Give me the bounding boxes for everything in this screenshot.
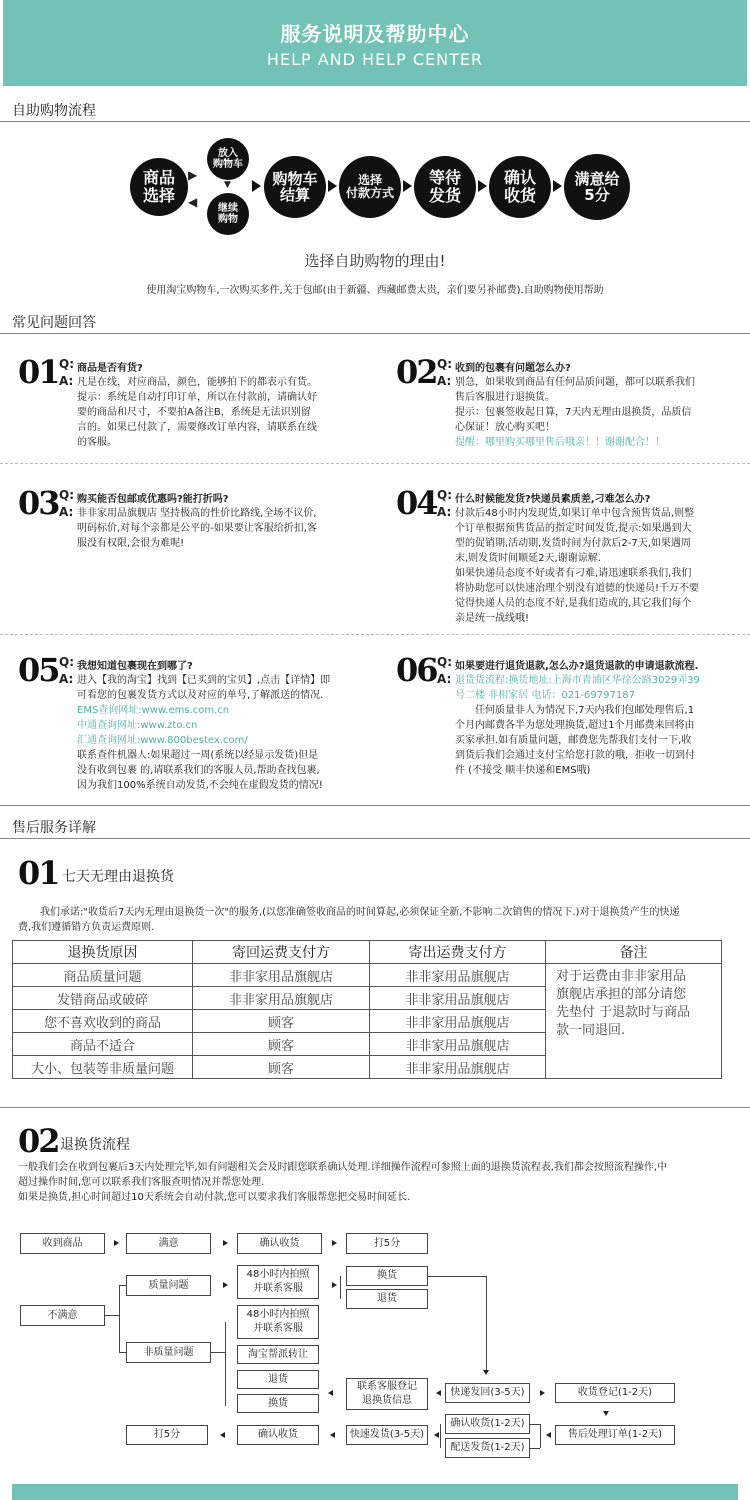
step-wait-shipping: 等待 发货	[414, 156, 476, 218]
arrow-icon	[252, 180, 261, 192]
table-cell: 非非家用品旗舰店	[370, 1056, 546, 1079]
step-rate-5-stars: 满意给 5分	[564, 154, 630, 220]
arrow-icon	[478, 180, 487, 192]
q-label: Q:	[437, 655, 452, 669]
header-banner	[3, 0, 747, 86]
arrow-icon	[328, 180, 337, 192]
a-label: A:	[437, 505, 452, 519]
faq-answer: 凡是在线，对应商品，颜色，能够拍下的都表示有货。 提示：系统是自动打印订单，所以在付款前，请确认好 要的商品和尺寸，不要拍A备注B，系统是无法识别留 言的。如果已付款了，需要修改订单内容，请联系在线 的客服。	[77, 377, 317, 448]
table-row	[13, 964, 722, 987]
arrow-icon: ▶	[188, 168, 198, 182]
table-cell: 非非家用品旗舰店	[370, 1010, 546, 1033]
q-label: Q:	[59, 655, 74, 669]
divider	[0, 1107, 750, 1108]
section-number: 01	[18, 854, 59, 892]
flow-transfer: 淘宝帮派转让	[237, 1345, 319, 1364]
arrow-left-icon	[220, 1432, 225, 1438]
arrow-icon	[540, 1390, 545, 1396]
arrow-icon	[223, 1240, 228, 1246]
tracking-link-ems[interactable]: EMS查询网址:www.ems.com.cn	[77, 705, 230, 716]
flow-refund-2: 退货	[237, 1370, 319, 1389]
tracking-link-zto[interactable]: 中通查询网址:www.zto.cn	[77, 720, 198, 731]
policy-text: 我们承诺:"收货后7天内无理由退换货一次"的服务,(以您准确签收商品的时间算起,必须保证全新,不影响二次销售的情况下.)对于退换货产生的快递 费,我们遵循错方负责运费原则.	[18, 907, 680, 933]
faq-number: 04	[396, 484, 437, 522]
flow-confirm: 确认收货	[237, 1233, 322, 1254]
table-cell: 大小、包装等非质量问题	[13, 1056, 193, 1079]
table-header: 备注	[546, 941, 722, 964]
tracking-link-800best[interactable]: 汇通查询网址:www.800bestex.com/	[77, 735, 248, 746]
arrow-left-icon	[328, 1390, 333, 1396]
faq-answer: 别急，如果收到商品有任何品质问题，都可以联系我们 售后客服进行退换货。 提示：包裹签收起日算，7天内无理由退换货，品质信 心保证！放心购买吧！ 提醒：哪里购买哪里售后哦亲！！谢谢配合！！	[455, 377, 695, 448]
arrow-left-icon	[436, 1390, 441, 1396]
flow-receipt-register: 收货登记(1-2天)	[555, 1383, 675, 1403]
table-cell: 顾客	[193, 1010, 370, 1033]
table-cell: 顾客	[193, 1033, 370, 1056]
return-policy-table	[12, 940, 722, 1079]
faq-number: 01	[18, 353, 59, 391]
arrow-left-icon	[434, 1432, 439, 1438]
divider	[0, 634, 750, 635]
faq-answer: 付款后48小时内发现货,如果订单中包含预售货品,则整 个订单根据预售货品的指定时间发货,提示:如果遇到大 型的促销期,活动期,发货时间为付款后2-7天,如果遇周 末,则发货时间顺延2天,谢谢谅解. 如果快递员态度不好或者有刁难,请迅速联系我们,我们 将协助您可以快速治理个别没有道德的快递员!千万不要 觉得快递人员的态度不好,是我们造成的,其它我们每个 亲是统一战线哦!	[455, 508, 700, 624]
flow-deliver: 配送发货(1-2天)	[445, 1438, 530, 1458]
table-note: 对于运费由非非家用品 旗舰店承担的部分请您 先垫付 于退款时与商品 款一同退回.	[546, 964, 722, 1079]
faq-number: 06	[396, 651, 437, 689]
section-title: 七天无理由退换货	[62, 869, 174, 885]
arrow-down-icon	[603, 1411, 609, 1416]
flow-register: 联系客服登记 退换货信息	[346, 1378, 428, 1410]
footer-bar	[12, 1484, 738, 1500]
section-heading-self-service: 自助购物流程	[12, 103, 96, 119]
section-number: 02	[18, 1122, 59, 1160]
flow-quality: 质量问题	[126, 1275, 211, 1296]
table-cell: 顾客	[193, 1056, 370, 1079]
table-header: 退换货原因	[13, 941, 193, 964]
a-label: A:	[437, 672, 452, 686]
flow-exchange-2: 换货	[237, 1394, 319, 1413]
flow-receive: 收到商品	[20, 1233, 105, 1254]
flow-photo-2: 48小时内拍照 并联系客服	[237, 1305, 319, 1339]
banner-title-cn: 服务说明及帮助中心	[280, 22, 470, 46]
arrow-left-icon	[330, 1432, 335, 1438]
step-add-to-cart: 放入 购物车	[207, 138, 249, 180]
arrow-down-icon	[483, 1370, 489, 1375]
process-text: 一般我们会在收到包裹后3天内处理完毕,如有问题相关会及时跟您联系确认处理.详细操作流程可参照上面的退换货流程表,我们都会按照流程操作,中 超过操作时间,您可以联系我们客服查明情况并帮您处理. 如果是换货,担心时间超过10天系统会自动付款,您可以要求我们客服帮您把交易时间延长.	[18, 1162, 668, 1203]
table-header: 寄回运费支付方	[193, 941, 370, 964]
table-cell: 商品不适合	[13, 1033, 193, 1056]
flow-fast-send: 快速发货(3-5天)	[346, 1425, 428, 1445]
flow-after-sale-order: 售后处理订单(1-2天)	[555, 1425, 675, 1445]
arrow-icon	[332, 1282, 337, 1288]
divider	[0, 463, 750, 464]
arrow-icon: ◀	[188, 195, 198, 209]
arrow-icon	[114, 1240, 119, 1246]
faq-answer: 退货货流程:换货地址:上海市青浦区华徐公路3029弄39 号二楼 非相家居 电话：021-69797187 任何质量非人为情况下,7天内我们包邮处理售后,1 个月内邮费各半为您处理换货,超过1个月邮费来回将由 买家承担.如有质量问题，邮费您先帮我们支付一下,收 到货后我们会通过支付宝给您打款的哦，拒收一切到付 件 (不接受 顺丰快递和EMS哦)	[455, 675, 700, 776]
a-label: A:	[437, 374, 452, 388]
table-cell: 非非家用品旗舰店	[370, 964, 546, 987]
table-cell: 非非家用品旗舰店	[370, 987, 546, 1010]
faq-number: 05	[18, 651, 59, 689]
flow-refund: 退货	[346, 1289, 428, 1309]
arrow-left-icon	[546, 1432, 551, 1438]
faq-question: 商品是否有货?	[77, 363, 143, 374]
table-cell: 非非家用品旗舰店	[370, 1033, 546, 1056]
flow-fast-return: 快递发回(3-5天)	[445, 1383, 530, 1403]
reason-text: 使用淘宝购物车,一次购买多件,关于包邮(由于新疆、西藏邮费太贵，亲们要另补邮费).自助购物使用帮助	[146, 285, 604, 296]
step-confirm-receipt: 确认 收货	[489, 156, 551, 218]
divider	[0, 333, 750, 334]
flow-confirm-2: 确认收货	[237, 1425, 319, 1445]
faq-question: 我想知道包裹现在到哪了?	[77, 661, 193, 672]
q-label: Q:	[59, 357, 74, 371]
section-heading-after-sale: 售后服务详解	[12, 820, 96, 836]
a-label: A:	[59, 672, 74, 686]
q-label: Q:	[437, 488, 452, 502]
flow-nonquality: 非质量问题	[126, 1342, 211, 1363]
faq-question: 购买能否包邮或优惠吗?能打折吗?	[77, 494, 229, 505]
q-label: Q:	[59, 488, 74, 502]
divider	[0, 805, 750, 806]
table-header: 寄出运费支付方	[370, 941, 546, 964]
faq-number: 02	[396, 353, 437, 391]
step-select-product: 商品 选择	[130, 158, 188, 216]
faq-number: 03	[18, 484, 59, 522]
banner-title-en: HELP AND HELP CENTER	[266, 50, 484, 69]
faq-question: 收到的包裹有问题怎么办?	[455, 363, 571, 374]
table-cell: 非非家用品旗舰店	[193, 987, 370, 1010]
arrow-down-icon: ▼	[224, 180, 231, 190]
section-heading-faq: 常见问题回答	[12, 315, 96, 331]
arrow-icon	[403, 180, 412, 192]
section-title: 退换货流程	[60, 1137, 130, 1153]
flow-photo-1: 48小时内拍照 并联系客服	[237, 1265, 319, 1299]
faq-question: 如果要进行退货退款,怎么办?退货退款的申请退款流程.	[455, 661, 699, 672]
a-label: A:	[59, 374, 74, 388]
table-cell: 非非家用品旗舰店	[193, 964, 370, 987]
a-label: A:	[59, 505, 74, 519]
step-continue-shopping: 继续 购物	[207, 193, 249, 235]
arrow-icon	[553, 180, 562, 192]
flow-rate5: 打5分	[346, 1233, 428, 1254]
step-cart-checkout: 购物车 结算	[264, 156, 326, 218]
step-choose-payment: 选择 付款方式	[339, 156, 401, 218]
flow-confirm-receipt: 确认收货(1-2天)	[445, 1414, 530, 1434]
table-cell: 商品质量问题	[13, 964, 193, 987]
table-cell: 发错商品或破碎	[13, 987, 193, 1010]
divider	[0, 121, 750, 122]
arrow-icon	[332, 1240, 337, 1246]
flow-satisfied: 满意	[126, 1233, 211, 1254]
flow-rate5-b: 打5分	[126, 1425, 208, 1445]
flow-exchange: 换货	[346, 1266, 428, 1286]
q-label: Q:	[437, 357, 452, 371]
table-cell: 您不喜欢收到的商品	[13, 1010, 193, 1033]
faq-answer: 非非家用品旗舰店 坚持极高的性价比路线,全场不议价, 明码标价,对每个亲都是公平的-如果要让客服给折扣,客 服没有权限,会很为难呢!	[77, 508, 317, 549]
reason-title: 选择自助购物的理由!	[304, 252, 446, 270]
faq-answer: 进入【我的淘宝】找到【已买到的宝贝】,点击【详情】即 可看您的包裹发货方式以及对应的单号,了解派送的情况. EMS查询网址:www.ems.com.cn 中通查询网址:www.zto.cn 汇通查询网址:www.800bestex.com/ 联系查件机器人:如果超过一周(系统以经显示发货)但是 没有收到包裹 的,请联系我们的客服人员,帮助查找包裹, 因为我们100%系统自动发货,不会纯在虚假发货的情况!	[77, 673, 372, 793]
faq-question: 什么时候能发货?快递员素质差,刁难怎么办?	[455, 494, 651, 505]
arrow-icon	[223, 1282, 228, 1288]
flow-unsatisfied: 不满意	[20, 1305, 105, 1326]
divider	[0, 838, 750, 839]
